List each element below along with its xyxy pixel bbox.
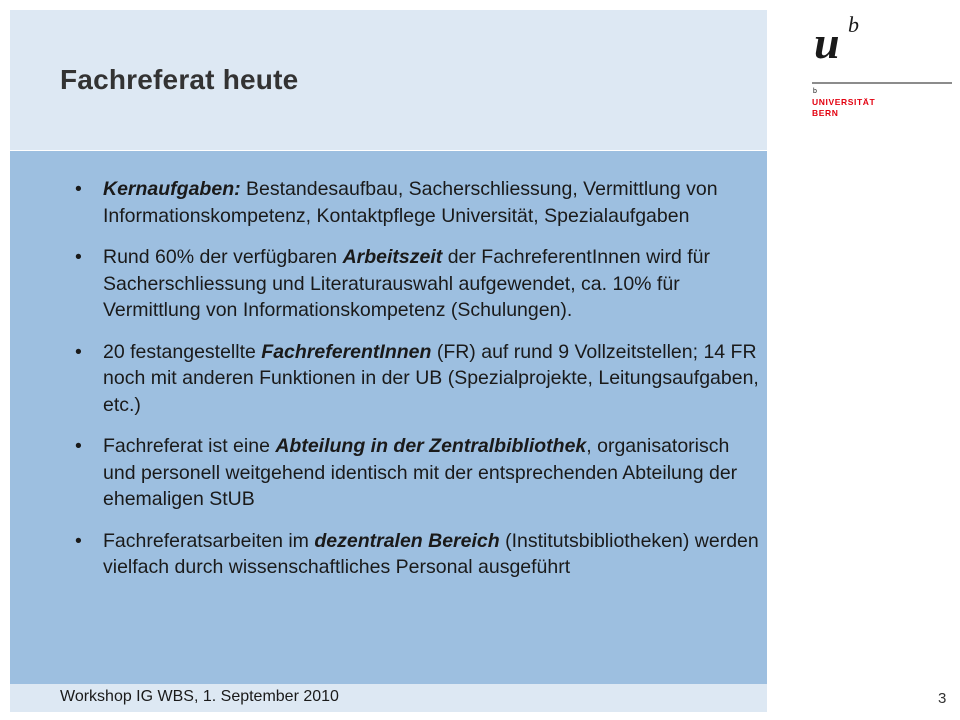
bullet-text: (Institutsbibliotheken) werden vielfach durch wissenschaftliches Personal ausgeführt <box>103 529 759 578</box>
bullet-item <box>75 339 765 419</box>
bullet-text: 20 festangestellte <box>103 340 262 363</box>
bullet-item <box>75 176 765 229</box>
page-number: 3 <box>938 690 947 707</box>
bullet-item <box>75 244 765 324</box>
page-title: Fachreferat heute <box>60 64 299 95</box>
logo-small-b: b <box>813 88 817 95</box>
bullet-emphasis: FachreferentInnen <box>261 340 432 363</box>
university-logo <box>812 10 952 120</box>
bullet-emphasis: Kernaufgaben: <box>103 178 241 200</box>
bullet-item <box>75 528 765 581</box>
bullet-list <box>75 176 765 596</box>
bullet-text: Rund 60% der verfügbaren <box>103 246 343 268</box>
bullet-item <box>75 433 765 513</box>
bullet-text: Bestandesaufbau, Sacherschliessung, Vermittlung von Informationskompetenz, Kontaktpflege Universität, Spezialaufgaben <box>103 178 718 227</box>
bullet-emphasis: dezentralen Bereich <box>314 529 500 552</box>
bullet-emphasis: Abteilung in der Zentralbibliothek <box>275 435 587 457</box>
bullet-text: Fachreferat ist eine <box>103 435 276 457</box>
bullet-text: , organisatorisch und personell weitgehend identisch mit der entsprechenden Abteilung der ehemaligen StUB <box>103 435 738 510</box>
logo-line-bern: BERN <box>812 108 839 118</box>
logo-mark-u: u <box>814 17 840 68</box>
bullet-text: der FachreferentInnen wird für Sacherschliessung und Literaturauswahl aufgewendet, ca. 10% für Vermittlung von Informationskompetenz (Schulungen). <box>103 246 710 321</box>
logo-mark-superscript: b <box>848 12 859 37</box>
bullet-text: Fachreferatsarbeiten im <box>103 529 315 552</box>
footer-text: Workshop IG WBS, 1. September 2010 <box>60 688 339 705</box>
logo-line-universitaet: UNIVERSITÄT <box>812 97 876 107</box>
bullet-emphasis: Arbeitszeit <box>342 246 443 268</box>
bullet-text: (FR) auf rund 9 Vollzeitstellen; 14 FR noch mit anderen Funktionen in der UB (Spezialprojekte, Leitungsaufgaben, etc.) <box>103 340 759 416</box>
